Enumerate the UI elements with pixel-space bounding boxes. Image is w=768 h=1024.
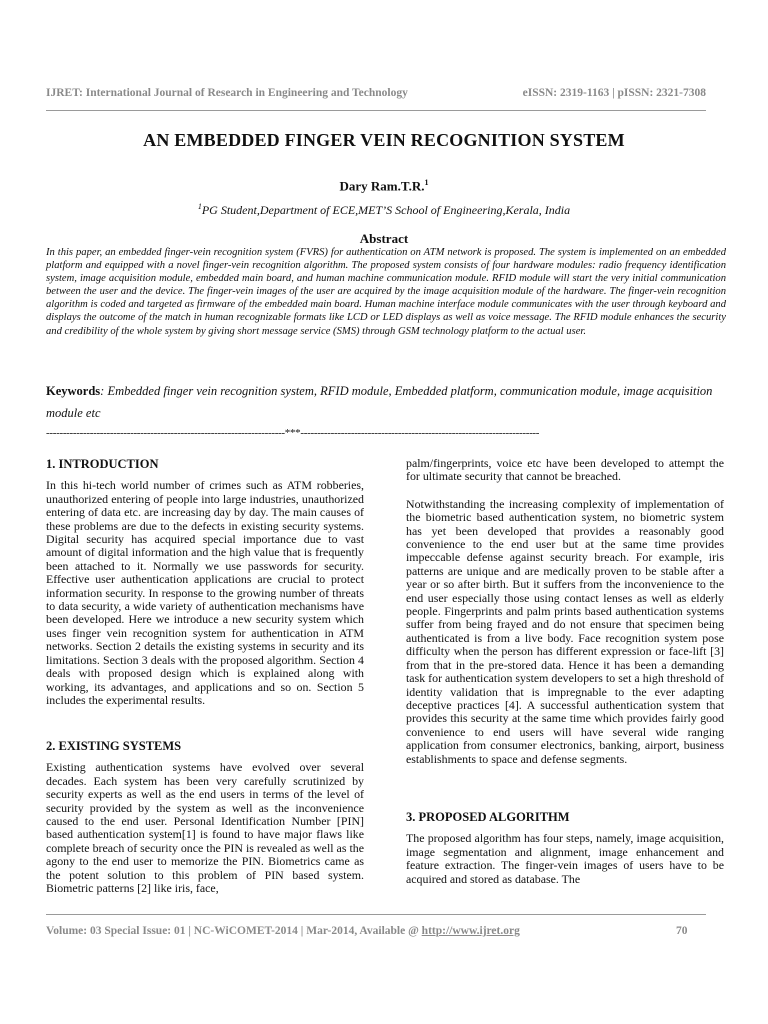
- affiliation-text: PG Student,Department of ECE,MET’S School of Engineering,Kerala, India: [201, 203, 571, 217]
- keywords: [46, 380, 726, 424]
- author: [0, 178, 768, 194]
- left-column: [46, 458, 364, 721]
- paper-title: AN EMBEDDED FINGER VEIN RECOGNITION SYSTEM: [143, 130, 625, 150]
- journal-header: [46, 87, 706, 99]
- header-divider: [46, 110, 706, 111]
- existing-paragraph: Existing authentication systems have evolved over several decades. Each system has been very carefully scrutinized by security experts as well as the end users in terms of the level of security provided by the system as well as the inconvenience caused to the end user. Personal Identification Number [PIN] based authentication system[1] is found to have major flaws like complete breach of security once the PIN is revealed as well as the agony to the end user to memorize the PIN. Biometrics came as the potent solution to this problem of PIN based system. Biometric patterns [2] like iris, face,: [46, 760, 364, 896]
- right-column-lower: [406, 811, 724, 900]
- author-sup: 1: [424, 178, 429, 187]
- proposed-heading: 3. PROPOSED ALGORITHM: [406, 810, 570, 824]
- section-separator: -----------------------------------------------------------------------***-----------------------------------------------------------------------: [46, 427, 540, 439]
- page-footer: [46, 925, 706, 937]
- existing-heading: 2. EXISTING SYSTEMS: [46, 739, 182, 753]
- author-name: Dary Ram.T.R.: [339, 178, 425, 194]
- page-number: 70: [676, 925, 688, 937]
- affiliation: [0, 202, 768, 218]
- proposed-paragraph: The proposed algorithm has four steps, namely, image acquisition, image segmentation and alignment, image enhancement and feature extraction. The finger-vein images of users have to be acquired and stored as database. The: [406, 831, 724, 886]
- keywords-label: Keywords: [46, 384, 101, 398]
- right-paragraph-2: Notwithstanding the increasing complexity of implementation of the biometric based authentication system, no biometric system has yet been developed that provides a reasonably good convenience to the end user but at the same time provides impeccable defense against security breach. For example, iris patterns are unique and are medically proven to be stable after a year or so after birth. But it suffers from the inconvenience to the end user especially those using contact lenses as well as elderly people. Fingerprints and palm prints based authentication systems suffer from being frayed and do not ensure that specimen being authenticated is from a live body. Face recognition system pose difficulty when the person has different expression or face-lift [3] from that in the pre-stored data. Hence it has been a demanding task for authentication system developers to set a high threshold of identity validation that is impregnable to the ever adapting deceptive practices [4]. A successful authentication system that provides this security at the same time which provides fairly good convenience to end users will have several wide ranging application from consumer electronics, banking, airport, business establishments to space and defense segments.: [406, 496, 724, 766]
- abstract-body: In this paper, an embedded finger-vein recognition system (FVRS) for authentication on ATM network is proposed. The system is implemented on an embedded platform and equipped with a novel finger-vein recognition algorithm. The proposed system consists of four hardware modules: radio frequency identification system, image acquisition module, embedded main board, and human machine communication module. RFID module will start the very initial communication between the user and the device. The finger-vein images of the user are acquired by the image acquisition module of the hardware. The finger-vein recognition algorithm is coded and targeted as firmware of the embedded main board. Human machine interface module communicates with the user through keyboard and displays the outcome of the match in human recognizable formats like LCD or LED displays as well as voice message. The RFID module enhances the security and credibility of the whole system by giving short message service (SMS) through GSM technology platform to the actual user.: [46, 247, 726, 337]
- issn-info: eISSN: 2319-1163 | pISSN: 2321-7308: [522, 87, 706, 99]
- abstract-heading: Abstract: [359, 231, 409, 246]
- intro-paragraph: In this hi-tech world number of crimes such as ATM robberies, unauthorized entering of people into large industries, unauthorized entering of data etc. are increasing day by day. The main causes of these problems are due to the defects in existing security systems. Digital security has acquired special importance due to vast amount of digital information and the high value that is frequently been attached to it. Normally we use passwords for security. Effective user authentication applications are crucial to protect information security. In response to the growing number of threats to data security, a wide variety of authentication mechanisms have been developed. Here we introduce a new security system which uses finger vein recognition system for authentication in ATM networks. Section 2 details the existing systems in security and its limitations. Section 3 deals with the proposed algorithm. Section 4 deals with proposed design which is explained along with working, its advantages, and applications and so on. Section 5 includes the experimental results.: [46, 478, 364, 707]
- intro-heading: 1. INTRODUCTION: [46, 457, 159, 471]
- keywords-text: : Embedded finger vein recognition system, RFID module, Embedded platform, communication module, image acquisition module etc: [46, 384, 713, 420]
- journal-name: IJRET: International Journal of Research in Engineering and Technology: [46, 87, 408, 99]
- footer-text: Volume: 03 Special Issue: 01 | NC-WiCOMET-2014 | Mar-2014, Available @: [46, 925, 422, 937]
- right-column: [406, 457, 724, 780]
- footer-divider: [46, 914, 706, 915]
- left-column-lower: [46, 740, 364, 909]
- journal-link[interactable]: http://www.ijret.org: [421, 925, 520, 937]
- right-paragraph-1: palm/fingerprints, voice etc have been developed to attempt the for ultimate security that cannot be breached.: [406, 456, 724, 484]
- affiliation-sup: 1: [197, 202, 202, 211]
